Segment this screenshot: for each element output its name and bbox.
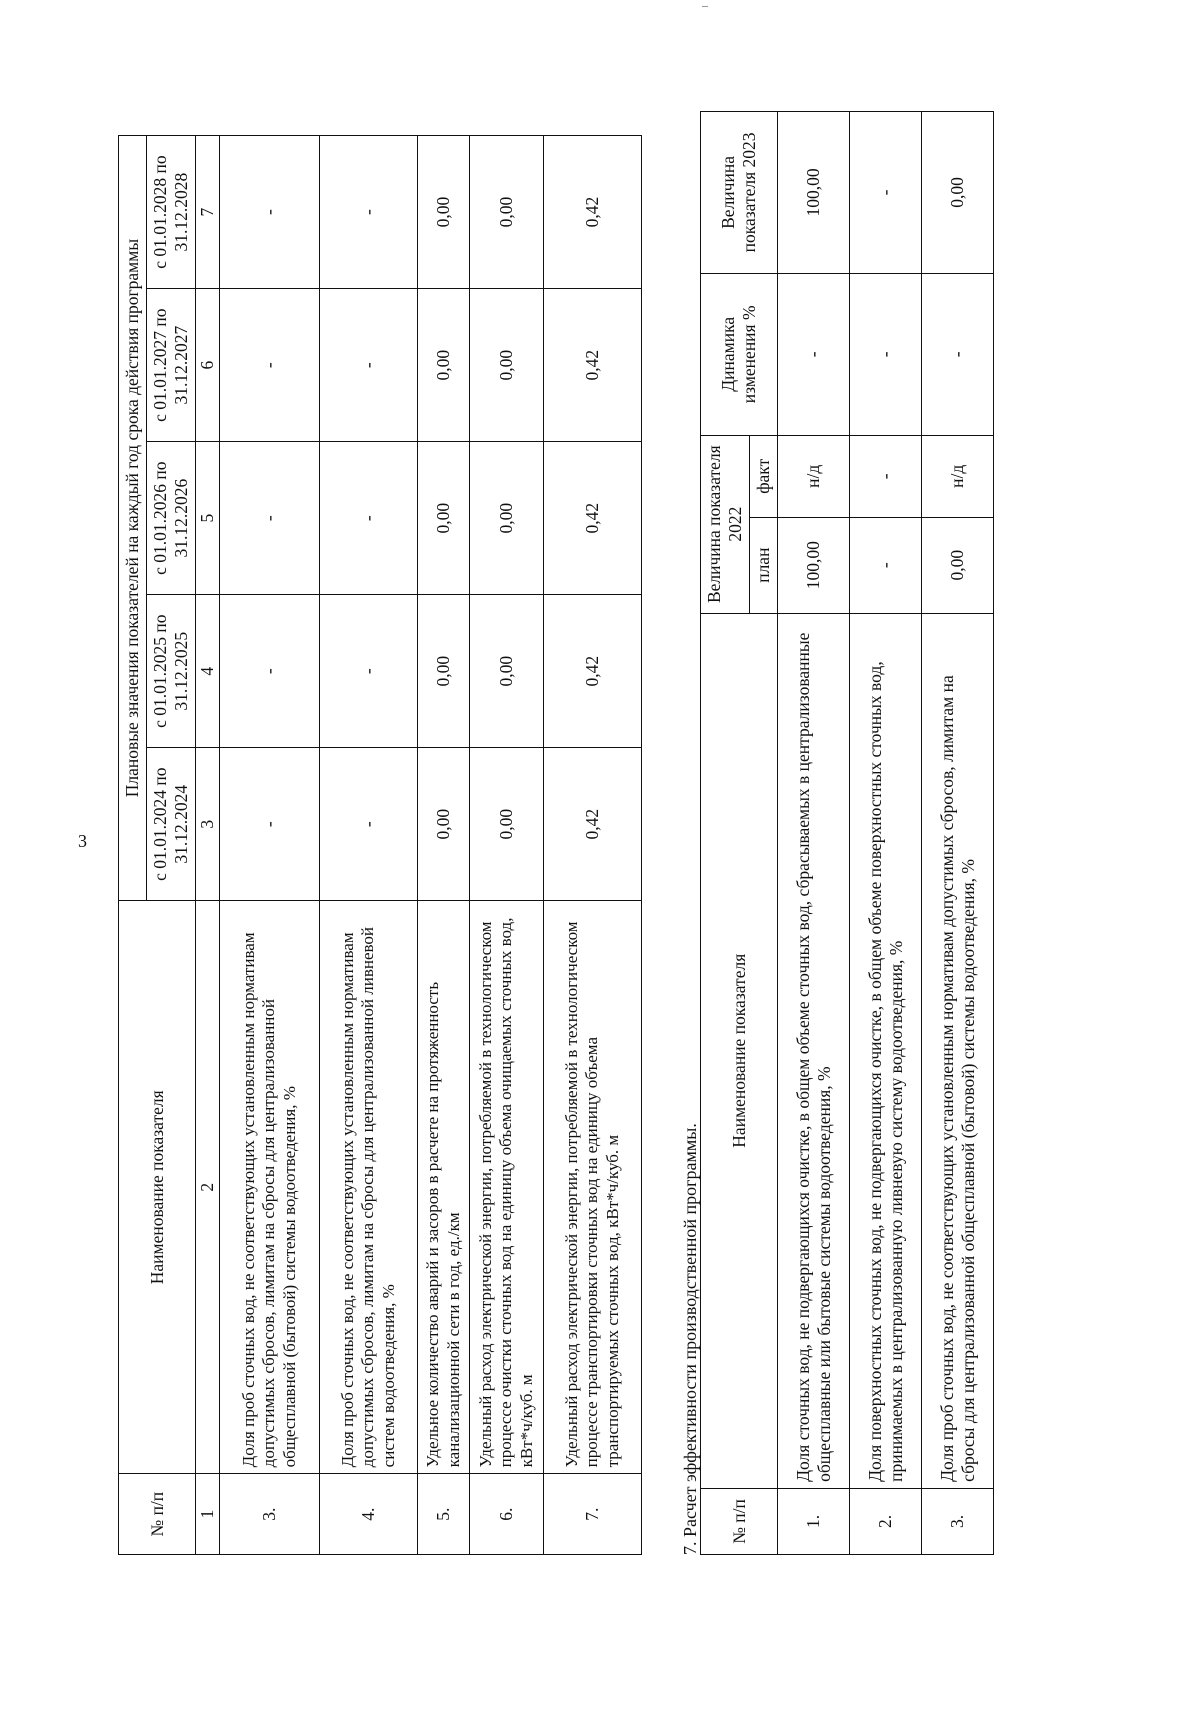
table-row [418,136,470,1555]
plan-value: - [320,748,418,901]
t1-header-period: с 01.01.2028 по 31.12.2028 [147,136,196,289]
plan-value: - [220,595,320,748]
page-number: 3 [78,831,87,851]
t1-header-period: с 01.01.2026 по 31.12.2026 [147,442,196,595]
plan-value: 0,42 [544,442,642,595]
plan-2022: 100,00 [778,517,850,613]
efficiency-table [700,111,994,1555]
plan-2022: - [850,517,922,613]
row-number: 1. [778,1488,850,1554]
t2-header-fact: факт [750,435,778,517]
row-number: 3. [220,1474,320,1555]
table-row [850,112,922,1555]
dynamics: - [850,273,922,435]
indicator-name: Доля проб сточных вод, не соответствующих установленным нормативам допустимых сбросов, лимитам на сбросы для централизованной ливневой систем водоотведения, % [320,901,418,1474]
plan-value: 0,00 [418,289,470,442]
plan-value: - [320,136,418,289]
fact-2022: н/д [922,435,994,517]
table-row [470,136,544,1555]
plan-value: - [220,136,320,289]
plan-value: 0,42 [544,289,642,442]
table-row [922,112,994,1555]
table2-container [700,111,1000,1555]
table-row [220,136,320,1555]
plan-value: 0,00 [470,289,544,442]
t1-header-num: № п/п [119,1474,196,1555]
indicator-name: Удельный расход электрической энергии, потребляемой в технологическом процессе очистки сточных вод на единицу объема очищаемых сточных вод, кВт*ч/куб. м [470,901,544,1474]
t1-col-number: 2 [196,901,220,1474]
value-2023: 0,00 [922,112,994,274]
value-2023: - [850,112,922,274]
plan-value: 0,00 [470,136,544,289]
dynamics: - [922,273,994,435]
plan-value: 0,00 [418,748,470,901]
t1-header-period: с 01.01.2027 по 31.12.2027 [147,289,196,442]
indicator-name: Доля поверхностных сточных вод, не подвергающихся очистке, в общем объеме поверхностных сточных вод, принимаемых в централизованную ливневую систему водоотведения, % [850,613,922,1488]
dynamics: - [778,273,850,435]
t1-header-name: Наименование показателя [119,901,196,1474]
plan-value: - [320,289,418,442]
section-title: 7. Расчет эффективности производственной программы. [680,1123,700,1555]
row-number: 7. [544,1474,642,1555]
t1-col-number: 1 [196,1474,220,1555]
indicator-name: Доля сточных вод, не подвергающихся очистке, в общем объеме сточных вод, сбрасываемых в централизованные общесплавные или бытовые системы водоотведения, % [778,613,850,1488]
value-2023: 100,00 [778,112,850,274]
indicator-name: Удельное количество аварий и засоров в расчете на протяженность канализационной сети в год, ед./км [418,901,470,1474]
table-row [778,112,850,1555]
plan-value: 0,42 [544,748,642,901]
t1-col-number: 4 [196,595,220,748]
t1-header-period: с 01.01.2024 по 31.12.2024 [147,748,196,901]
plan-value: 0,00 [418,442,470,595]
plan-value: 0,00 [418,595,470,748]
plan-value: - [320,595,418,748]
plan-value: - [220,748,320,901]
plan-value: 0,42 [544,595,642,748]
plan-value: - [220,289,320,442]
scan-mark [702,6,708,7]
t2-header-dynamics: Динамика изменения % [701,273,778,435]
table-row [544,136,642,1555]
row-number: 4. [320,1474,418,1555]
t1-header-period: с 01.01.2025 по 31.12.2025 [147,595,196,748]
t1-col-number: 6 [196,289,220,442]
t2-header-value2023: Величина показателя 2023 [701,112,778,274]
planned-values-table [118,135,642,1555]
plan-value: 0,00 [418,136,470,289]
t1-header-group: Плановые значения показателей на каждый год срока действия программы [119,136,147,901]
plan-value: 0,00 [470,442,544,595]
plan-value: 0,00 [470,595,544,748]
indicator-name: Удельный расход электрической энергии, потребляемой в технологическом процессе транспортировки сточных вод на единицу объема транспортируемых сточных вод, кВт*ч/куб. м [544,901,642,1474]
plan-value: 0,42 [544,136,642,289]
row-number: 6. [470,1474,544,1555]
fact-2022: - [850,435,922,517]
t2-header-value2022: Величина показателя 2022 [701,435,750,613]
indicator-name: Доля проб сточных вод, не соответствующих установленным нормативам допустимых сбросов, лимитам на сбросы для централизованной общесплавной (бытовой) системы водоотведения, % [922,613,994,1488]
indicator-name: Доля проб сточных вод, не соответствующих установленным нормативам допустимых сбросов, лимитам на сбросы для централизованной общесплавной (бытовой) системы водоотведения, % [220,901,320,1474]
table1-container [118,135,1200,1555]
row-number: 5. [418,1474,470,1555]
t1-col-number: 3 [196,748,220,901]
row-number: 2. [850,1488,922,1554]
table-row [320,136,418,1555]
plan-value: - [320,442,418,595]
t2-header-name: Наименование показателя [701,613,778,1488]
t2-header-plan: план [750,517,778,613]
t1-col-number: 5 [196,442,220,595]
row-number: 3. [922,1488,994,1554]
t2-header-num: № п/п [701,1488,778,1554]
plan-value: - [220,442,320,595]
t1-col-number: 7 [196,136,220,289]
plan-value: 0,00 [470,748,544,901]
plan-2022: 0,00 [922,517,994,613]
fact-2022: н/д [778,435,850,517]
